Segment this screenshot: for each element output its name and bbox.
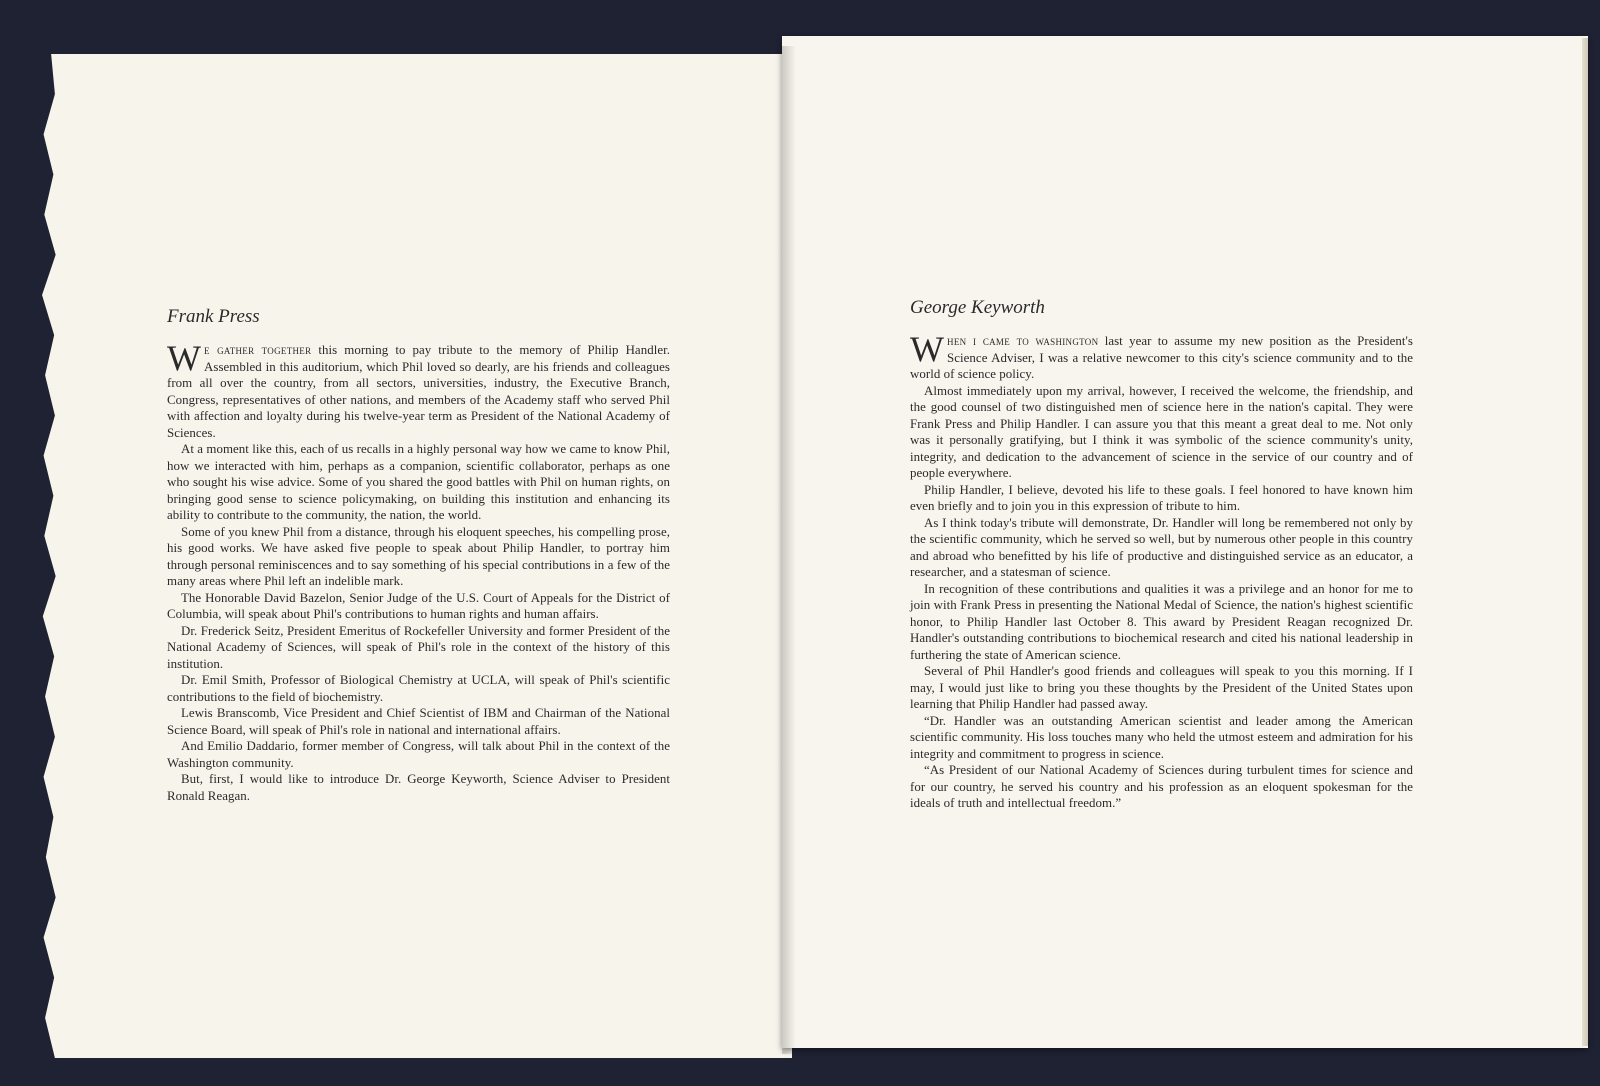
paragraph: Dr. Emil Smith, Professor of Biological Chemistry at UCLA, will speak of Phil's scientific contributions to the field of biochemistry. xyxy=(167,673,670,704)
frank-press-article xyxy=(167,306,670,804)
paragraph: Lewis Branscomb, Vice President and Chief Scientist of IBM and Chairman of the National Science Board, will speak of Phil's role in national and international affairs. xyxy=(167,706,670,737)
author-heading: Frank Press xyxy=(167,306,260,327)
lead-paragraph xyxy=(167,338,670,441)
paragraph: But, first, I would like to introduce Dr. George Keyworth, Science Adviser to President Ronald Reagan. xyxy=(167,772,670,803)
paragraph: As I think today's tribute will demonstrate, Dr. Handler will long be remembered not only by the scientific community, which he served so well, but by numerous other people in this country and abroad who benefitted by his life of productive and distinguished service as an educator, a researcher, and a statesman of science. xyxy=(910,515,1413,579)
article-body xyxy=(167,338,670,804)
lead-text: last year to assume my new position as the President's Science Adviser, I was a relative newcomer to this city's science community and to the world of science policy. xyxy=(910,334,1413,381)
lead-text: this morning to pay tribute to the memory of Philip Handler. Assembled in this auditorium, which Phil loved so dearly, are his friends and colleagues from all over the country, from all sectors, universities, industry, the Executive Branch, Congress, representatives of other nations, and members of the Academy staff who served Phil with affection and loyalty during his twelve-year term as President of the National Academy of Sciences. xyxy=(167,343,670,440)
lead-paragraph xyxy=(910,329,1413,383)
drop-cap: W xyxy=(167,338,202,378)
paragraph: The Honorable David Bazelon, Senior Judge of the U.S. Court of Appeals for the District of Columbia, will speak about Phil's contributions to human rights and human affairs. xyxy=(167,590,670,621)
paragraph: “As President of our National Academy of Sciences during turbulent times for science and for our country, he served his country and his profession as an eloquent spokesman for the ideals of truth and intellectual freedom.” xyxy=(910,763,1413,810)
paragraph: At a moment like this, each of us recalls in a highly personal way how we came to know Phil, how we interacted with him, perhaps as a companion, scientific collaborator, perhaps as one who sought his wise advice. Some of you shared the good battles with Phil on human rights, on bringing good sense to science policymaking, on building this institution and enhancing its ability to contribute to the community, the nation, the world. xyxy=(167,442,670,522)
paragraph: Several of Phil Handler's good friends and colleagues will speak to you this morning. If I may, I would just like to bring you these thoughts by the President of the United States upon learning that Philip Handler had passed away. xyxy=(910,664,1413,711)
lead-small-caps: e gather together xyxy=(204,343,312,357)
drop-cap: W xyxy=(910,329,945,369)
page-edge xyxy=(1582,38,1588,1046)
paragraph: Some of you knew Phil from a distance, through his eloquent speeches, his compelling prose, his good works. We have asked five people to speak about Philip Handler, to portray him through personal reminiscences and to say something of his special contributions in a few of the many areas where Phil left an indelible mark. xyxy=(167,524,670,588)
paragraph: And Emilio Daddario, former member of Congress, will talk about Phil in the context of the Washington community. xyxy=(167,739,670,770)
lead-small-caps: hen i came to washington xyxy=(947,334,1099,348)
author-heading: George Keyworth xyxy=(910,297,1045,318)
paragraph: Philip Handler, I believe, devoted his life to these goals. I feel honored to have known him even briefly and to join you in this expression of tribute to him. xyxy=(910,482,1413,513)
george-keyworth-article xyxy=(910,297,1413,812)
paragraph: Almost immediately upon my arrival, however, I received the welcome, the friendship, and the good counsel of two distinguished men of science here in the nation's capital. They were Frank Press and Philip Handler. I can assure you that this meant a great deal to me. Not only was it personally gratifying, but I think it was symbolic of the science community's unity, integrity, and dedication to the advancement of science in the service of our country and of people everywhere. xyxy=(910,383,1413,480)
paragraph: In recognition of these contributions and qualities it was a privilege and an honor for me to join with Frank Press in presenting the National Medal of Science, the nation's highest scientific honor, to Philip Handler last October 8. This award by President Reagan recognized Dr. Handler's outstanding contributions to biochemical research and cited his national leadership in furthering the state of American science. xyxy=(910,581,1413,662)
paragraph: “Dr. Handler was an outstanding American scientist and leader among the American scientific community. His loss touches many who held the utmost esteem and admiration for his integrity and commitment to progress in science. xyxy=(910,713,1413,761)
article-body xyxy=(910,329,1413,812)
paragraph: Dr. Frederick Seitz, President Emeritus of Rockefeller University and former President of the National Academy of Sciences, will speak of Phil's role in the context of the history of this institution. xyxy=(167,623,670,671)
book-gutter xyxy=(782,46,796,1054)
